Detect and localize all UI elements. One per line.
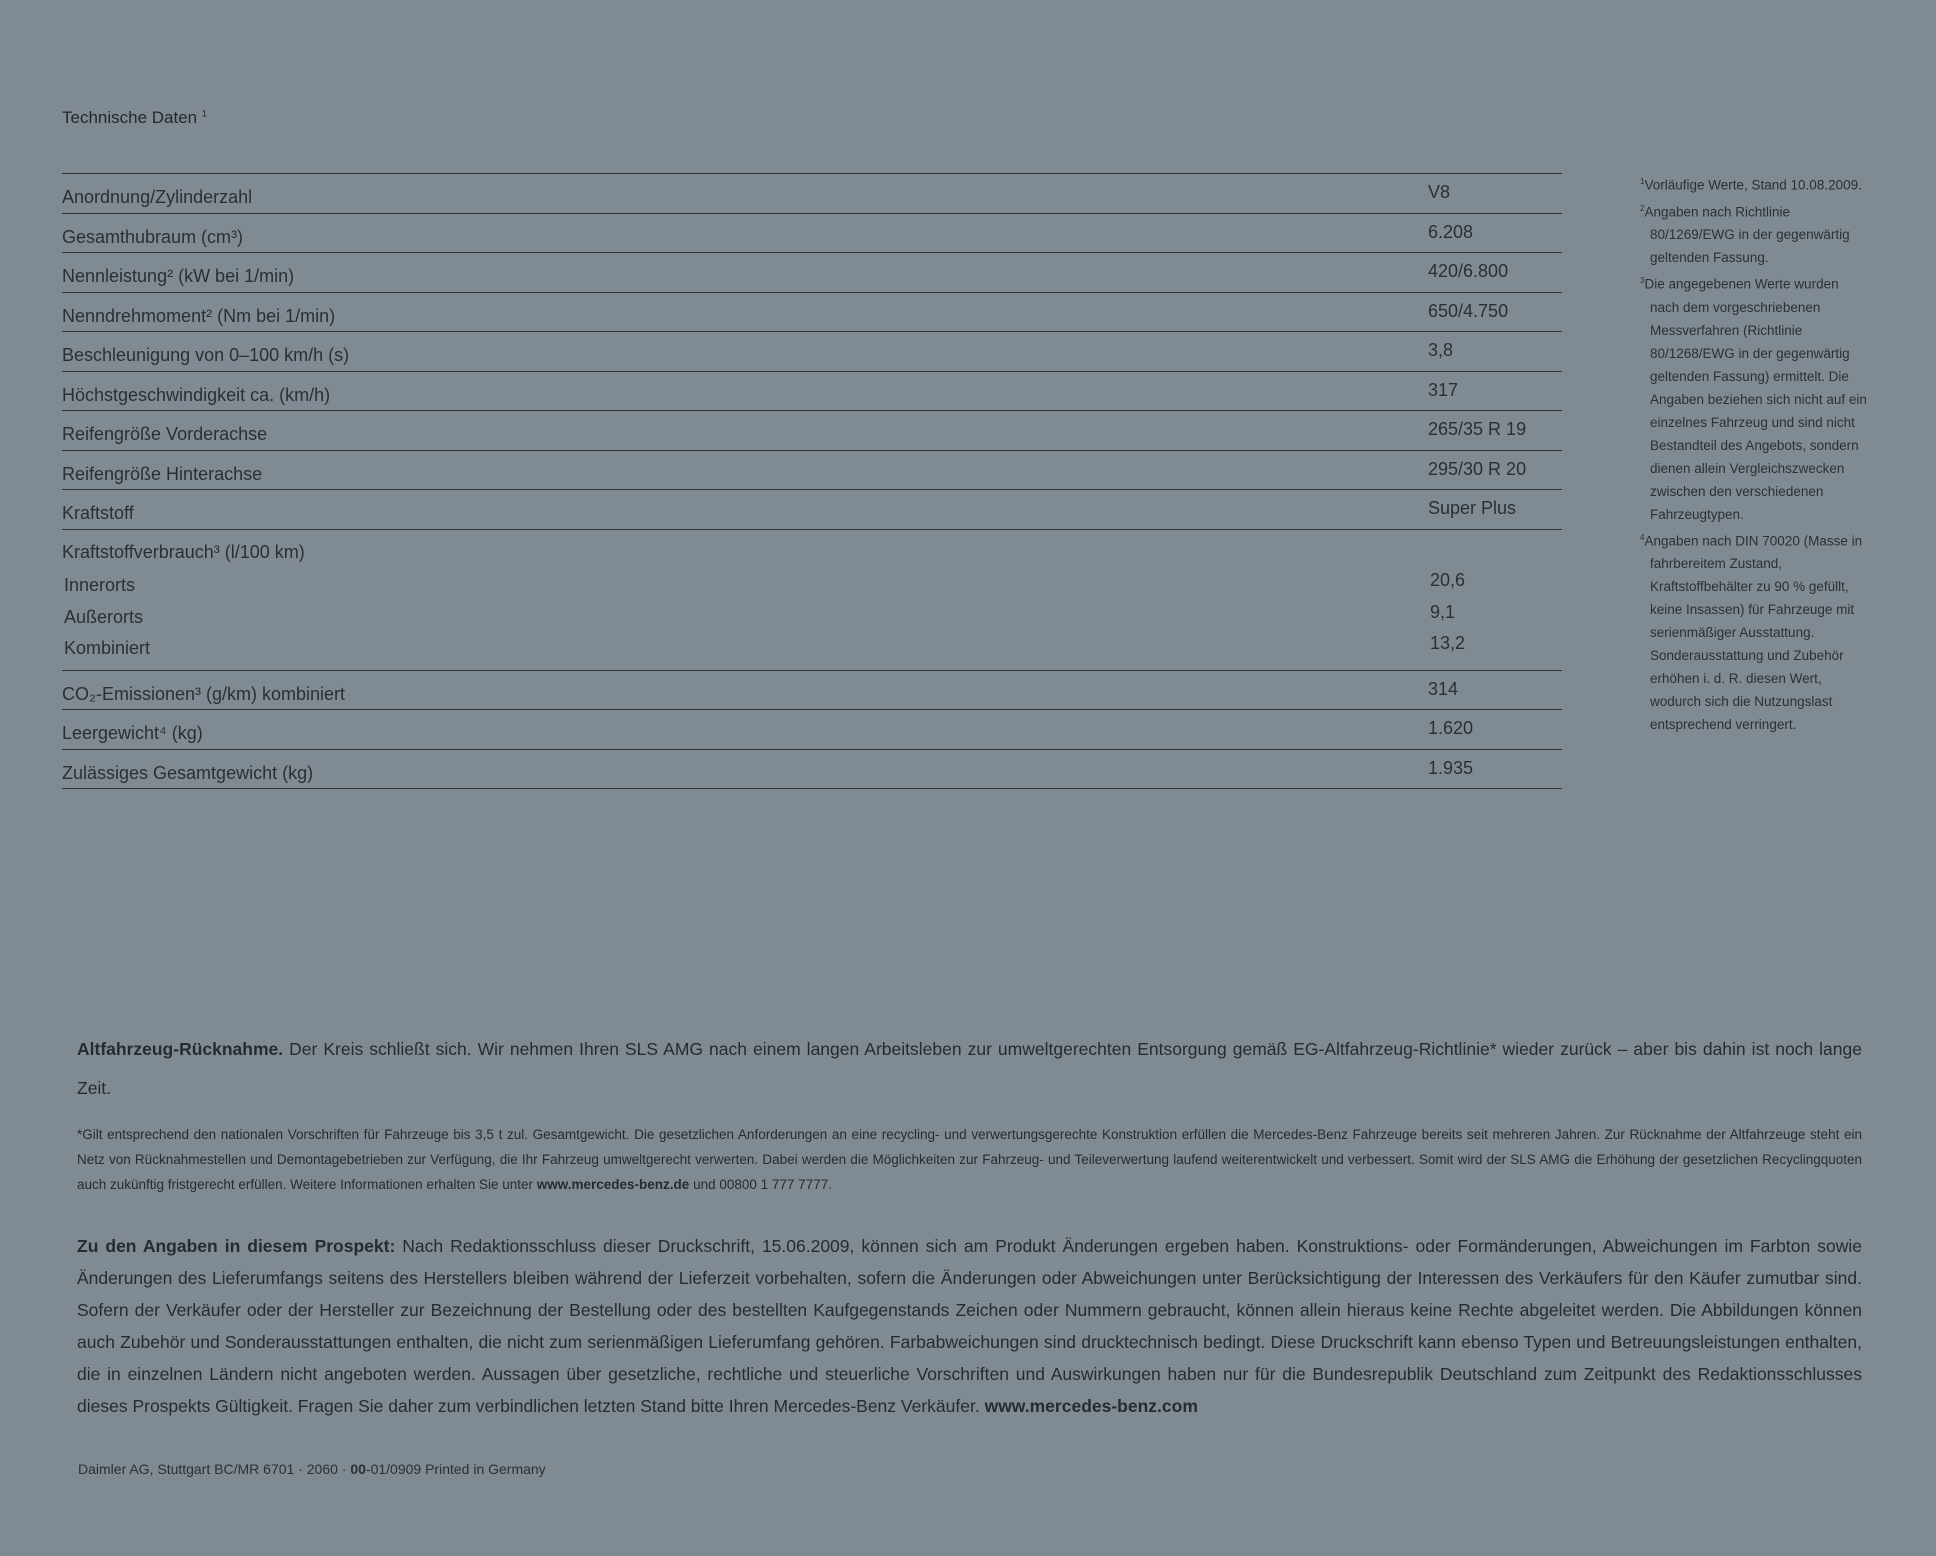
- spec-row: [62, 411, 1562, 451]
- spec-value: Super Plus: [1428, 498, 1517, 518]
- footnote-text: Vorläufige Werte, Stand 10.08.2009.: [1644, 177, 1862, 193]
- spec-value: 6.208: [1428, 221, 1474, 242]
- spec-label: Nennleistung² (kW bei 1/min): [62, 266, 295, 286]
- spec-row: [62, 490, 1562, 530]
- title-text: Technische Daten: [62, 108, 198, 127]
- spec-label: Zulässiges Gesamtgewicht (kg): [62, 762, 314, 783]
- spec-label: Beschleunigung von 0–100 km/h (s): [62, 345, 350, 365]
- recycling-note-tail: und 00800 1 777 7777.: [689, 1177, 832, 1192]
- footnote-text: Die angegebenen Werte wurden nach dem vorgeschriebenen Messverfahren (Richtlinie 80/1268/EWG in der gegenwärtig geltenden Fassung) ermittelt. Die Angaben beziehen sich nicht auf ein einzelnes Fahrzeug und sind nicht Bestandteil des Angebots, sondern dienen allein Vergleichszwecken zwischen den verschiedenen Fahrzeugtypen.: [1644, 276, 1867, 522]
- title-footnote-mark: 1: [201, 108, 207, 119]
- recycling-heading: Altfahrzeug-Rücknahme.: [77, 1039, 284, 1059]
- spec-table: [62, 173, 1562, 789]
- spec-value: 650/4.750: [1428, 300, 1509, 321]
- footnote-mark: 2: [1640, 203, 1645, 213]
- spec-label: Reifengröße Hinterachse: [62, 463, 263, 484]
- spec-row: [62, 214, 1562, 254]
- consumption-label: Kraftstoffverbrauch³ (l/100 km): [62, 541, 305, 562]
- footnote-mark: 3: [1640, 276, 1645, 285]
- spec-row: [62, 372, 1562, 412]
- disclaimer-heading: Zu den Angaben in diesem Prospekt:: [77, 1236, 396, 1256]
- spec-value: 265/35 R 19: [1428, 419, 1527, 439]
- consumption-sub-label: Innerorts: [64, 574, 136, 595]
- spec-label: Leergewicht⁴ (kg): [62, 723, 203, 743]
- footnote: [1640, 526, 1868, 737]
- recycling-paragraph: [77, 1030, 1862, 1108]
- spec-label: CO₂-Emissionen³ (g/km) kombiniert: [62, 683, 346, 704]
- spec-value: 295/30 R 20: [1428, 458, 1527, 479]
- consumption-group: [62, 530, 1562, 671]
- footnotes: [1640, 170, 1868, 736]
- spec-row: [62, 332, 1562, 372]
- footnote: [1640, 269, 1868, 526]
- footnote-mark: 4: [1640, 532, 1645, 542]
- spec-row: [62, 710, 1562, 750]
- imprint: [78, 1461, 546, 1477]
- spec-value: V8: [1428, 182, 1451, 202]
- spec-value: 3,8: [1428, 340, 1454, 360]
- recycling-note: [77, 1122, 1862, 1197]
- page-title: [62, 108, 207, 128]
- website-link[interactable]: www.mercedes-benz.com: [984, 1396, 1198, 1416]
- recycling-note-text: *Gilt entsprechend den nationalen Vorschriften für Fahrzeuge bis 3,5 t zul. Gesamtgewicht. Die gesetzlichen Anforderungen an eine recycling- und verwertungsgerechte Konstruktion erfüllen die Mercedes-Benz Fahrzeuge bereits seit mehreren Jahren. Zur Rücknahme der Altfahrzeuge steht ein Netz von Rücknahmestellen und Demontagebetrieben zur Verfügung, die Ihr Fahrzeug umweltgerecht verwerten. Dabei werden die Möglichkeiten zur Fahrzeug- und Teileverwertung laufend weiterentwickelt und verbessert. Somit wird der SLS AMG die Erhöhung der gesetzlichen Recyclingquoten auch zukünftig fristgerecht erfüllen. Weitere Informationen erhalten Sie unter: [77, 1127, 1862, 1192]
- spec-value: 420/6.800: [1428, 261, 1509, 281]
- imprint-tail: -01/0909 Printed in Germany: [365, 1461, 546, 1477]
- consumption-sub-label: Kombiniert: [64, 637, 151, 658]
- spec-value: 317: [1428, 379, 1459, 400]
- disclaimer-text: Nach Redaktionsschluss dieser Druckschrift, 15.06.2009, können sich am Produkt Änderungen ergeben haben. Konstruktions- oder Formänderungen, Abweichungen im Farbton sowie Änderungen des Lieferumfangs seitens des Herstellers bleiben während der Lieferzeit vorbehalten, sofern die Änderungen oder Abweichungen unter Berücksichtigung der Interessen des Verkäufers für den Käufer zumutbar sind. Sofern der Verkäufer oder der Hersteller zur Bezeichnung der Bestellung oder des bestellten Kaufgegenstands Zeichen oder Nummern gebraucht, können allein hieraus keine Rechte abgeleitet werden. Die Abbildungen können auch Zubehör und Sonderausstattungen enthalten, die nicht zum serienmäßigen Lieferumfang gehören. Farbabweichungen sind drucktechnisch bedingt. Diese Druckschrift kann ebenso Typen und Betreuungsleistungen enthalten, die in einzelnen Ländern nicht angeboten werden. Aussagen über gesetzliche, rechtliche und steuerliche Vorschriften und Auswirkungen haben nur für die Bundesrepublik Deutschland zum Zeitpunkt des Redaktionsschlusses dieses Prospekts Gültigkeit. Fragen Sie daher zum verbindlichen letzten Stand bitte Ihren Mercedes-Benz Verkäufer.: [77, 1236, 1862, 1416]
- imprint-code: 00: [350, 1461, 366, 1477]
- spec-row: [62, 750, 1562, 790]
- spec-row: [62, 174, 1562, 214]
- footnote-mark: 1: [1640, 177, 1645, 186]
- spec-label: Nenndrehmoment² (Nm bei 1/min): [62, 305, 336, 326]
- consumption-sub-value: 20,6: [1430, 569, 1466, 590]
- website-link[interactable]: www.mercedes-benz.de: [536, 1177, 690, 1192]
- spec-value: 1.935: [1428, 757, 1474, 778]
- spec-label: Höchstgeschwindigkeit ca. (km/h): [62, 384, 331, 405]
- consumption-sub-value: 9,1: [1430, 601, 1456, 622]
- consumption-sub-value: 13,2: [1430, 632, 1466, 653]
- footnote-text: Angaben nach Richtlinie 80/1269/EWG in der gegenwärtig geltenden Fassung.: [1644, 204, 1850, 265]
- spec-row: [62, 253, 1562, 293]
- recycling-text: Der Kreis schließt sich. Wir nehmen Ihren SLS AMG nach einem langen Arbeitsleben zur umweltgerechten Entsorgung gemäß EG-Altfahrzeug-Richtlinie* wieder zurück – aber bis dahin ist noch lange Zeit.: [77, 1039, 1862, 1098]
- spec-label: Anordnung/Zylinderzahl: [62, 187, 253, 207]
- spec-label: Gesamthubraum (cm³): [62, 226, 244, 247]
- imprint-text: Daimler AG, Stuttgart BC/MR 6701 · 2060 ·: [78, 1461, 351, 1477]
- footnote: [1640, 170, 1868, 197]
- spec-row: [62, 671, 1562, 711]
- disclaimer-paragraph: [77, 1230, 1862, 1422]
- spec-value: 314: [1428, 678, 1459, 699]
- spec-row: [62, 451, 1562, 491]
- spec-value: 1.620: [1428, 718, 1474, 738]
- footnote: [1640, 197, 1868, 270]
- spec-row: [62, 293, 1562, 333]
- spec-label: Kraftstoff: [62, 503, 134, 523]
- spec-label: Reifengröße Vorderachse: [62, 424, 268, 444]
- consumption-sub-label: Außerorts: [64, 606, 144, 627]
- footnote-text: Angaben nach DIN 70020 (Masse in fahrbereitem Zustand, Kraftstoffbehälter zu 90 % gefüllt, keine Insassen) für Fahrzeuge mit serienmäßiger Ausstattung. Sonderausstattung und Zubehör erhöhen i. d. R. diesen Wert, wodurch sich die Nutzungslast entsprechend verringert.: [1644, 533, 1863, 732]
